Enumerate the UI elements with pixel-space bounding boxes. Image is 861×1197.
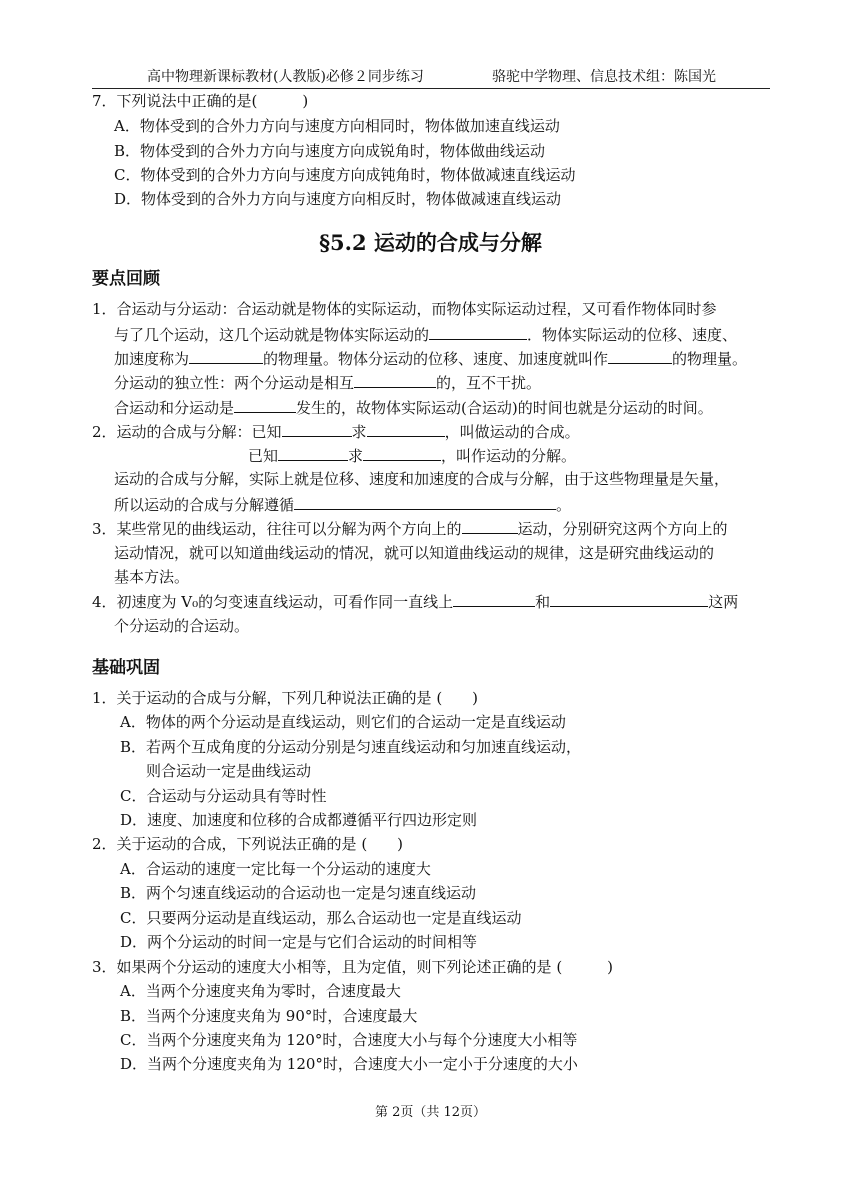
review-2-line-2	[248, 445, 576, 466]
blank-field[interactable]	[278, 445, 348, 461]
review-heading: 要点回顾	[92, 269, 160, 289]
basics-q2-stem: 2．关于运动的合成，下列说法正确的是 ( )	[92, 835, 404, 853]
review-4-text: 4．初速度为 V₀的匀变速直线运动，可看作同一直线上	[92, 593, 454, 611]
review-4-text: 这两	[708, 593, 739, 611]
review-2-line-3: 运动的合成与分解，实际上就是位移、速度和加速度的合成与分解，由于这些物理量是矢量，	[114, 470, 730, 488]
basics-q1-option-d: D．速度、加速度和位移的合成都遵循平行四边形定则	[120, 811, 478, 829]
review-1-line-5	[114, 397, 713, 418]
review-1-text: 发生的，故物体实际运动(合运动)的时间也就是分运动的时间。	[296, 399, 713, 417]
review-2-text: 求	[348, 447, 364, 465]
page-header	[92, 66, 770, 89]
review-3-line-3: 基本方法。	[114, 568, 190, 586]
q7-stem: 7．下列说法中正确的是( )	[92, 92, 309, 110]
review-4-text: 和	[535, 593, 551, 611]
q7-option-d: D．物体受到的合外力方向与速度方向相反时，物体做减速直线运动	[114, 190, 562, 208]
review-1-text: 与了几个运动，这几个运动就是物体实际运动的	[114, 326, 430, 344]
blank-field[interactable]	[453, 591, 535, 607]
blank-field[interactable]	[363, 445, 441, 461]
review-3-line-1	[92, 518, 728, 539]
basics-q2-option-a: A．合运动的速度一定比每一个分运动的速度大	[120, 860, 431, 878]
basics-q3-option-b: B．当两个分速度夹角为 90°时，合速度最大	[120, 1007, 418, 1025]
review-4-line-2: 个分运动的合运动。	[114, 617, 250, 635]
review-2-line-4	[114, 494, 571, 515]
blank-field[interactable]	[608, 348, 672, 364]
basics-q1-option-b: B．若两个互成角度的分运动分别是匀速直线运动和匀加速直线运动，	[120, 738, 582, 756]
basics-q2-option-b: B．两个匀速直线运动的合运动也一定是匀速直线运动	[120, 884, 477, 902]
review-2-text: 求	[351, 423, 367, 441]
review-4-line-1	[92, 591, 738, 612]
review-1-line-1: 1．合运动与分运动：合运动就是物体的实际运动，而物体实际运动过程，又可看作物体同时参	[92, 300, 717, 318]
review-1-text: 合运动和分运动是	[114, 399, 235, 417]
review-1-text: 分运动的独立性：两个分运动是相互	[114, 374, 355, 392]
blank-field[interactable]	[462, 518, 518, 534]
blank-field[interactable]	[294, 494, 556, 510]
header-textbook: 高中物理新课标教材(人教版)必修２同步练习	[147, 69, 424, 85]
review-1-line-4	[114, 372, 541, 393]
header-author: 骆驼中学物理、信息技术组：陈国光	[492, 69, 716, 85]
blank-field[interactable]	[282, 421, 352, 437]
q7-option-a: A．物体受到的合外力方向与速度方向相同时，物体做加速直线运动	[114, 117, 560, 135]
blank-field[interactable]	[189, 348, 263, 364]
review-2-text: ，叫作运动的分解。	[441, 447, 577, 465]
basics-q3-option-d: D．当两个分速度夹角为 120°时，合速度大小一定小于分速度的大小	[120, 1055, 578, 1073]
review-2-text: ，叫做运动的合成。	[444, 423, 580, 441]
review-2-text: 所以运动的合成与分解遵循	[114, 496, 295, 514]
review-1-text: 的，互不干扰。	[436, 374, 542, 392]
basics-q1-option-c: C．合运动与分运动具有等时性	[120, 787, 327, 805]
basics-q2-option-d: D．两个分运动的时间一定是与它们合运动的时间相等	[120, 933, 478, 951]
basics-q3-option-a: A．当两个分速度夹角为零时，合速度最大	[120, 982, 401, 1000]
review-1-text: 加速度称为	[114, 350, 190, 368]
review-1-text: ．物体实际运动的位移、速度、	[527, 326, 738, 344]
review-2-line-1	[92, 421, 580, 442]
review-2-text: 。	[556, 496, 572, 514]
review-1-text: 的物理量。	[672, 350, 748, 368]
basics-q3-option-c: C．当两个分速度夹角为 120°时，合速度大小与每个分速度大小相等	[120, 1031, 578, 1049]
review-1-line-3	[114, 348, 747, 369]
basics-q1-option-a: A．物体的两个分运动是直线运动，则它们的合运动一定是直线运动	[120, 713, 566, 731]
basics-heading: 基础巩固	[92, 658, 160, 678]
q7-option-c: C．物体受到的合外力方向与速度方向成钝角时，物体做减速直线运动	[114, 166, 576, 184]
review-3-text: 运动，分别研究这两个方向上的	[517, 520, 728, 538]
review-3-line-2: 运动情况，就可以知道曲线运动的情况，就可以知道曲线运动的规律，这是研究曲线运动的	[114, 544, 715, 562]
q7-option-b: B．物体受到的合外力方向与速度方向成锐角时，物体做曲线运动	[114, 142, 546, 160]
review-2-text: 已知	[248, 447, 279, 465]
basics-q1-option-b-cont: 则合运动一定是曲线运动	[146, 762, 312, 780]
review-1-line-2	[114, 324, 737, 345]
blank-field[interactable]	[429, 324, 527, 340]
review-2-text: 2．运动的合成与分解：已知	[92, 423, 282, 441]
basics-q3-stem: 3．如果两个分运动的速度大小相等，且为定值，则下列论述正确的是 ( )	[92, 958, 614, 976]
basics-q2-option-c: C．只要两分运动是直线运动，那么合运动也一定是直线运动	[120, 909, 522, 927]
review-1-text: 的物理量。物体分运动的位移、速度、加速度就叫作	[263, 350, 609, 368]
blank-field[interactable]	[354, 372, 436, 388]
blank-field[interactable]	[367, 421, 445, 437]
review-3-text: 3．某些常见的曲线运动，往往可以分解为两个方向上的	[92, 520, 462, 538]
page-footer: 第 2页（共 12页）	[374, 1105, 487, 1120]
blank-field[interactable]	[550, 591, 708, 607]
basics-q1-stem: 1．关于运动的合成与分解，下列几种说法正确的是 ( )	[92, 689, 479, 707]
blank-field[interactable]	[234, 397, 296, 413]
section-title: §5.2 运动的合成与分解	[319, 230, 542, 255]
